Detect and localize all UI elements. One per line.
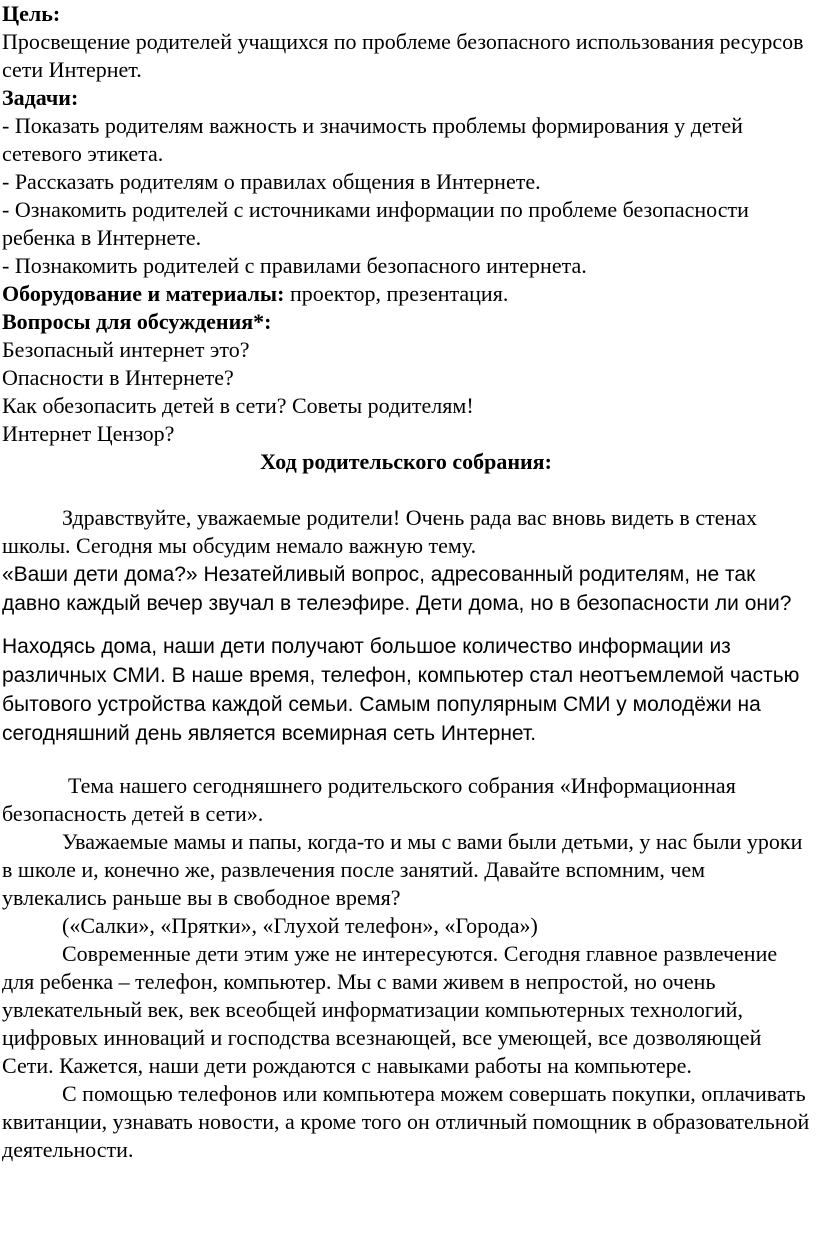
equipment-text: проектор, презентация.: [284, 281, 509, 306]
meeting-heading: Ход родительского собрания:: [260, 449, 552, 474]
goal-heading: Цель:: [2, 1, 61, 26]
media-paragraph: Находясь дома, наши дети получают большое количество информации из различных СМИ. В наше время, телефон, компьютер стал неотъемлемой частью бытового устройства каждой семьи. Самым популярным СМИ у молодёжи на сегодняшний день является всемирная сеть Интернет.: [2, 635, 800, 745]
question-item: Как обезопасить детей в сети? Советы родителям!: [2, 393, 474, 418]
questions-heading: Вопросы для обсуждения*:: [2, 309, 272, 334]
question-item: Безопасный интернет это?: [2, 337, 250, 362]
help-paragraph: С помощью телефонов или компьютера можем совершать покупки, оплачивать квитанции, узнавать новости, а кроме того он отличный помощник в образовательной деятельности.: [2, 1081, 810, 1162]
greeting-paragraph: Здравствуйте, уважаемые родители! Очень рада вас вновь видеть в стенах школы. Сегодня мы обсудим немало важную тему.: [2, 505, 757, 558]
task-item: - Рассказать родителям о правилах общения в Интернете.: [2, 169, 541, 194]
childhood-paragraph: Уважаемые мамы и папы, когда-то и мы с вами были детьми, у нас были уроки в школе и, конечно же, развлечения после занятий. Давайте вспомним, чем увлекались раньше вы в свободное время?: [2, 829, 803, 910]
task-item: - Ознакомить родителей с источниками информации по проблеме безопасности ребенка в Интернете.: [2, 197, 749, 250]
modern-paragraph: Современные дети этим уже не интересуются. Сегодня главное развлечение для ребенка – телефон, компьютер. Мы с вами живем в непростой, но очень увлекательный век, век всеобщей информатизации компьютерных технологий, цифровых инноваций и господства всезнающей, все умеющей, все дозволяющей Сети. Кажется, наши дети рождаются с навыками работы на компьютере.: [2, 941, 778, 1078]
topic-paragraph: Тема нашего сегодняшнего родительского собрания «Информационная безопасность детей в сети».: [2, 773, 736, 826]
tasks-heading: Задачи:: [2, 85, 79, 110]
equipment-line: [2, 280, 810, 308]
document-page: [2, 0, 810, 1164]
goal-text: Просвещение родителей учащихся по проблеме безопасного использования ресурсов сети Интернет.: [2, 29, 804, 82]
task-item: - Показать родителям важность и значимость проблемы формирования у детей сетевого этикета.: [2, 113, 743, 166]
question-item: Опасности в Интернете?: [2, 365, 234, 390]
task-item: - Познакомить родителей с правилами безопасного интернета.: [2, 253, 587, 278]
question-item: Интернет Цензор?: [2, 421, 175, 446]
games-paragraph: («Салки», «Прятки», «Глухой телефон», «Города»): [62, 913, 538, 938]
equipment-label: Оборудование и материалы:: [2, 281, 285, 306]
quote-paragraph: «Ваши дети дома?» Незатейливый вопрос, адресованный родителям, не так давно каждый вечер звучал в телеэфире. Дети дома, но в безопасности ли они?: [2, 563, 792, 615]
